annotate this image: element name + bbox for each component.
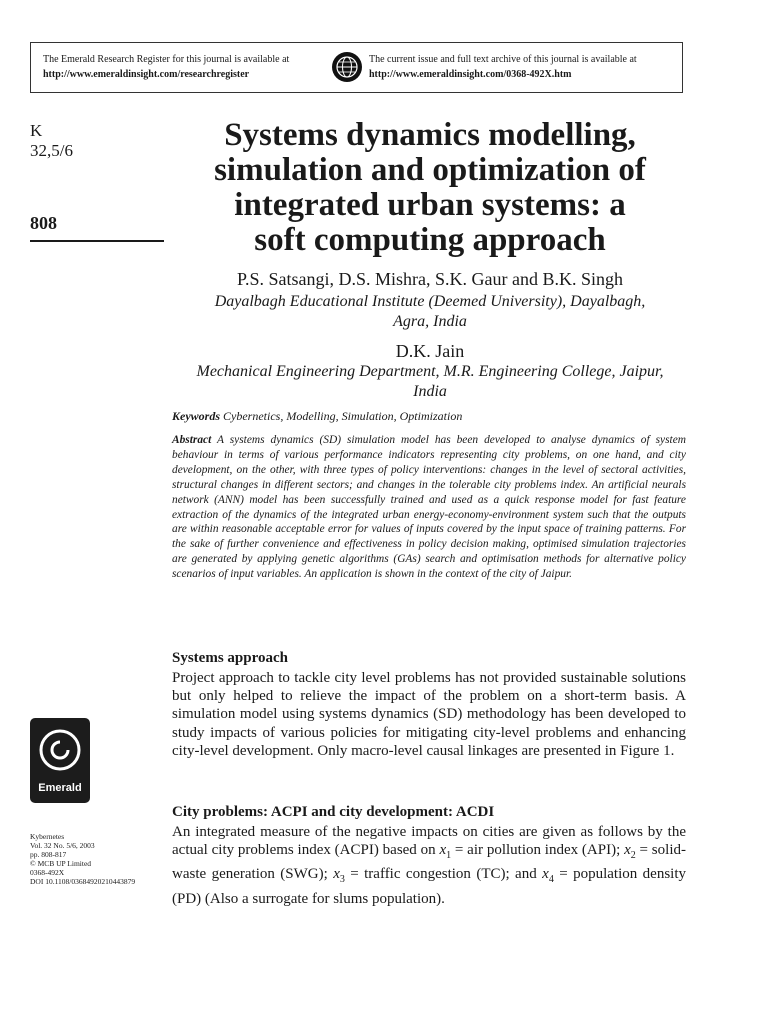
keywords-text: Cybernetics, Modelling, Simulation, Optimization — [223, 409, 463, 423]
citation-line: pp. 808-817 — [30, 850, 67, 859]
abstract-label: Abstract — [172, 434, 212, 446]
citation-line: © MCB UP Limited — [30, 859, 92, 868]
variable-x: x — [542, 866, 549, 883]
title-line: simulation and optimization of — [214, 152, 646, 188]
affiliation-line: Mechanical Engineering Department, M.R. Engineering College, Jaipur, — [196, 363, 664, 380]
keywords — [172, 408, 686, 424]
emerald-logo — [30, 718, 90, 803]
citation-line: Vol. 32 No. 5/6, 2003 — [30, 841, 95, 850]
page-number: 808 — [30, 213, 57, 233]
emerald-globe-icon — [331, 51, 363, 83]
subscript: 4 — [548, 874, 554, 886]
research-register-link[interactable]: http://www.emeraldinsight.com/researchregister — [43, 69, 250, 80]
subscript: 1 — [446, 850, 452, 862]
affiliation-line: Dayalbagh Educational Institute (Deemed University), Dayalbagh, — [214, 293, 646, 310]
variable-x: x — [333, 866, 340, 883]
research-register-text: The Emerald Research Register for this journal is available at — [43, 54, 290, 65]
full-text-archive-link[interactable]: http://www.emeraldinsight.com/0368-492X.htm — [369, 69, 572, 80]
keywords-label: Keywords — [172, 409, 220, 423]
journal-code — [30, 121, 73, 161]
abstract-text: A systems dynamics (SD) simulation model has been developed to analyse dynamics of system behaviour in terms of various performance indicators representing city problems, on one hand, and city development, on the other, with three types of policy interventions: changes in the level of sectoral activities, structural changes in different sectors; and changes in the tolerable city problems index. An artificial neurals network (ANN) model has been successfully trained and used as a quick response model for fast feature extraction of the dynamics of the integrated urban energy-economy-environment system such that the outputs are within reasonable acceptable error for values of inputs covered by the input space of training patterns. For the sake of further convenience and effectiveness in policy decision making, optimised simulation trajectories are generated by applying genetic algorithms (GAs) search and optimisation methods for alternative policy scenarios of input variables. An application is shown in the context of the city of Jaipur. — [172, 434, 686, 581]
body-text-part: An integrated measure of the negative impacts on cities are given as follows by the actual city problems index (ACPI) based on — [172, 824, 686, 859]
section-body-city-problems — [172, 823, 686, 908]
journal-availability-banner — [30, 42, 683, 93]
variable-x: x — [624, 842, 631, 859]
section-heading-systems-approach: Systems approach — [172, 650, 288, 666]
body-text-part: = traffic congestion (TC); and — [344, 866, 543, 883]
citation-block — [30, 832, 135, 886]
author-list-1: P.S. Satsangi, D.S. Mishra, S.K. Gaur and B.K. Singh — [236, 269, 624, 289]
title-line: integrated urban systems: a — [234, 187, 626, 223]
paper-title — [172, 118, 688, 258]
section-heading-city-problems: City problems: ACPI and city development: ACDI — [172, 804, 495, 820]
body-text-part: = population density (PD) (Also a surrogate for slums population). — [172, 866, 687, 907]
body-text-part: = air pollution index (API); — [451, 842, 625, 859]
journal-letter: K — [30, 121, 43, 140]
full-text-archive-text: The current issue and full text archive of this journal is available at — [369, 54, 637, 65]
title-line: Systems dynamics modelling, — [224, 117, 636, 153]
citation-line: DOI 10.1108/03684920210443879 — [30, 877, 136, 886]
section-body-systems-approach: Project approach to tackle city level problems has not provided sustainable solutions but only helped to relieve the impact of the problem on a short-term basis. A simulation model using systems dynamics (SD) methodology has been developed to study impacts of various policies for mitigating city-level problems and enhancing city-level development. Only macro-level causal linkages are presented in Figure 1. — [172, 670, 686, 759]
affiliation-line: India — [413, 383, 447, 400]
author-list-2: D.K. Jain — [395, 341, 465, 361]
margin-rule — [30, 240, 164, 242]
research-register-note — [43, 52, 289, 82]
emerald-logo-word: Emerald — [38, 782, 82, 794]
subscript: 3 — [339, 874, 345, 886]
title-line: soft computing approach — [254, 222, 606, 258]
journal-volume: 32,5/6 — [30, 141, 73, 160]
citation-line: Kybernetes — [30, 832, 65, 841]
full-text-archive-note — [369, 52, 637, 82]
body-text-part: = solid-waste generation (SWG); — [172, 842, 686, 883]
affiliation-line: Agra, India — [393, 313, 467, 330]
abstract — [172, 433, 686, 582]
variable-x: x — [439, 842, 447, 859]
affiliation-1 — [172, 292, 688, 332]
affiliation-2 — [172, 362, 688, 402]
subscript: 2 — [630, 850, 636, 862]
citation-line: 0368-492X — [30, 868, 65, 877]
emerald-swirl-icon — [36, 724, 84, 776]
